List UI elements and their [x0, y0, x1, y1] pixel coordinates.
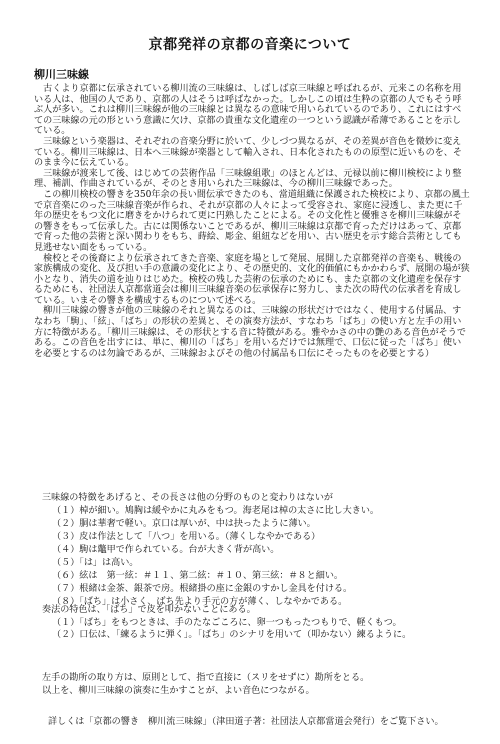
paragraph: 検校とその後裔により伝承されてきた音楽、家庭を場として発展、展開した京都発祥の音楽も、戦後の家族構成の変化、及び担い手の意識の変化により、その歴史的、文化的価値にもかかわらず、展開の場が狭小となり、消失の道を辿りはじめた。検校の残した芸術の伝承のためにも、また京都の文化遺産を保存するためにも、社団法人京都當道会は柳川三味線音楽の伝承保存に努力し、また次の時代の伝承者を育成している。いまその響きを構成するものについて述べる。 [34, 253, 470, 306]
paragraph: 三味線が渡来して後、はじめての芸術作品「三味線組歌」のほとんどは、元禄以前に柳川検校により整理、補訓、作曲されているが、そのとき用いられた三味線は、今の柳川三味線であった。 [34, 168, 462, 190]
left-hand-notes [42, 672, 470, 697]
section-title: 柳川三味線 [34, 68, 89, 81]
feature-item: （５）「は」は高い。 [52, 558, 139, 568]
play-point: （２）口伝は、「練るように弾く」。「ばち」のシナリを用いて（叩かない）練るように。 [52, 630, 412, 640]
left-hand-line: 以上を、柳川三味線の演奏に生かすことが、よい音色につながる。 [42, 685, 315, 696]
paragraph: 古くより京都に伝承されている柳川流の三味線は、しばしば京三味線と呼ばれるが、元来この名称を用いる人は、他国の人であり、京都の人はそうは呼ばなかった。しかしこの頃は生粋の京都の人でもそう呼ぶ人が多い。これは柳川三味線が他の三味線とは異なるの意味で用いられているのであり、これにはすべての三味線の元の形という意識に欠け、京都の貴重な文化遺産の一つという認識が希薄であることを示している。 [34, 84, 462, 137]
feature-item: （１）棹が細い。鳩胸は緩やかに丸みをもつ。海老尾は棹の太さに比し大きい。 [52, 506, 380, 516]
left-hand-line: 左手の勘所の取り方は、原則として、指で直接に（スリをせずに）勘所をとる。 [42, 673, 370, 683]
features-list [42, 492, 470, 609]
reference-text: 詳しくは「京都の響き 柳川流三味線」（津田道子著：社団法人京都當道会発行）をご覧下さい。 [48, 717, 444, 727]
feature-item: （７）根緒は金茶、銀茶で房。根緒掛の座に金銀のすかし金具を付ける。 [52, 584, 353, 594]
paragraph: この柳川検校の響きを350年余の長い間伝承できたのも、當道組織に保護された検校により、京都の風土で京音楽にのった三味線音楽が作られ、それが京都の人々によって受容され、家庭に浸透し、また更に千年の歴史をもつ文化に磨きをかけられて更に円熟したことによる。その文化性と優雅さを柳川三味線がその響きをもって伝承した。古には関係ないことであるが、柳川三味線は京都で育っただけはあって、京都で育った他の芸術と深い関わりをもち、蒔絵、彫金、組紐などを用い、古い歴史を示す総合芸術としても見逃せない面をもっている。 [34, 189, 470, 253]
playing-style [42, 604, 470, 642]
play-intro: 奏法の特色は、「ばち」で皮を叩かないことにある。 [42, 605, 256, 615]
feature-item: （３）皮は作法として「八つ」を用いる。（薄くしなやかである） [52, 532, 321, 542]
feature-item: （２）胴は華奢で軽い。京口は厚いが、中は抉ったように薄い。 [52, 519, 316, 529]
features-intro: 三味線の特徴をあげると、その長さは他の分野のものと変わりはないが [42, 493, 334, 503]
page-title: 京都発祥の京都の音楽について [148, 37, 352, 53]
paragraph: 三味線という楽器は、それぞれの音楽分野に於いて、少しづつ異なるが、その差異が音色を微妙に変えている。柳川三味線は、日本へ三味線が楽器として輸入され、日本化されたものの原型に近いものを、そのまま今に伝えている。 [34, 136, 462, 169]
feature-item: （８）「ばち」は小さく、ばち先より手元の方が薄く、しなやかである。 [52, 597, 348, 607]
paragraph: 柳川三味線の響きが他の三味線のそれと異なるのは、三味線の形状だけではなく、使用する付属品、すなわち「駒」、「絃」、「ばち」の形状の差異と、その演奏方法が、すなわち「ばち」の使い方と左手の用い方に特徴がある。「柳川三味線は、その形状とする音に特徴がある。雅やかさの中の艶のある音色がそうである。この音色を出すには、単に、柳川の「ばち」を用いるだけでは無理で、口伝に従った「ばち」使いを必要とするのは勿論であるが、三味線およびその他の付属品も口伝にそったものを必要とする） [34, 306, 466, 359]
feature-item: （４）駒は鼈甲で作られている。台が大きく背が高い。 [52, 545, 280, 555]
body-text [34, 84, 470, 359]
play-point: （１）「ばち」をもつときは、手のたなごころに、卵一つもったつもりで、軽くもつ。 [52, 617, 402, 628]
feature-item: （６）絃は 第一絃：＃１１、第二絃：＃１０、第三絃：＃８と細い。 [52, 571, 344, 581]
reference-note [48, 716, 468, 729]
